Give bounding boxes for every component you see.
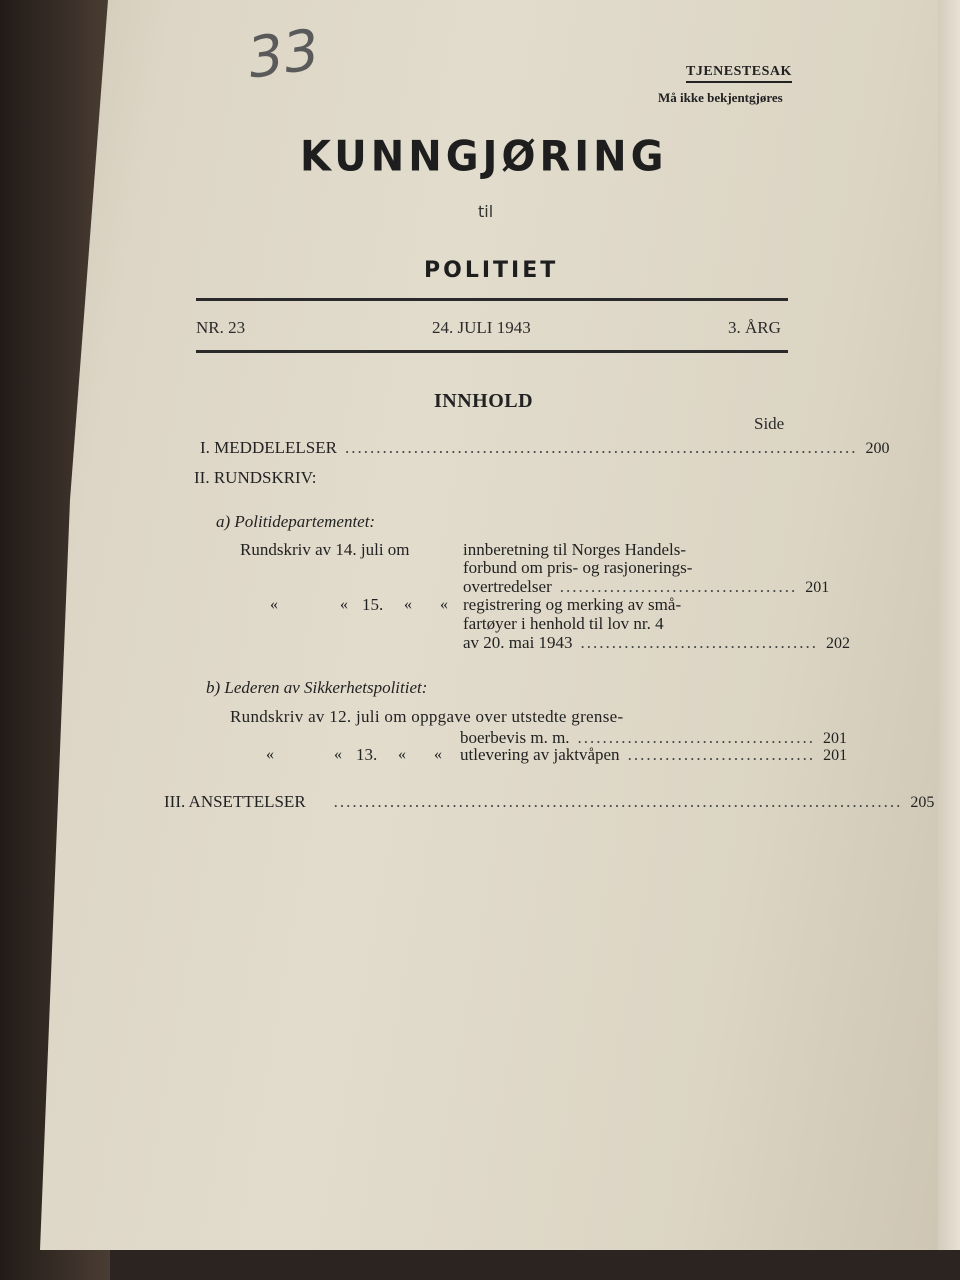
document-title: KUNNGJØRING — [300, 132, 668, 182]
leader-dots: .............................. — [627, 745, 816, 764]
issue-date: 24. JULI 1943 — [432, 318, 531, 337]
toc-row-ansettelser — [164, 792, 935, 812]
toc-page: 201 — [823, 730, 848, 747]
leader-dots: ...................................... — [559, 577, 798, 596]
contents-heading: INNHOLD — [434, 390, 534, 412]
circular-1-final-row — [463, 577, 830, 597]
ditto-mark: « — [440, 596, 448, 613]
toc-label: I. MEDDELELSER — [200, 438, 337, 457]
circular-2-text-1: registrering og merking av små- — [463, 595, 682, 614]
title-connector: til — [478, 202, 494, 221]
circular-3-text-2: boerbevis m. m. — [460, 728, 570, 747]
toc-page: 202 — [826, 635, 851, 652]
document-subtitle: POLITIET — [424, 258, 559, 283]
toc-page: 205 — [910, 794, 935, 811]
header-rule-bottom — [196, 350, 788, 353]
ditto-mark: « — [340, 596, 348, 613]
page-edge — [938, 0, 960, 1250]
page-column-label: Side — [754, 414, 785, 433]
ditto-mark: « — [434, 746, 442, 763]
handwritten-number: 33 — [243, 17, 324, 92]
stamp-line-1: TJENESTESAK — [686, 64, 792, 83]
toc-label: III. ANSETTELSER — [164, 792, 306, 811]
circular-1-text-1: innberetning til Norges Handels- — [463, 540, 687, 559]
circular-4-day: 13. — [356, 745, 378, 764]
leader-dots: ...................................... — [577, 728, 816, 747]
toc-page: 201 — [805, 579, 830, 596]
toc-page: 201 — [823, 747, 848, 764]
subheading-sikkerhetspolitiet: b) Lederen av Sikkerhetspolitiet: — [206, 678, 428, 697]
leader-dots: .................................................................................. — [344, 438, 858, 457]
toc-heading-rundskriv: II. RUNDSKRIV: — [194, 468, 317, 487]
leader-dots: ...................................... — [580, 633, 819, 652]
header-rule-top — [196, 298, 788, 301]
circular-1-text-3: overtredelser — [463, 577, 552, 596]
circular-3-text-1: Rundskriv av 12. juli om oppgave over utstedte grense- — [230, 707, 624, 726]
leader-dots: ........................................................................................... — [333, 792, 903, 811]
circular-2-day: 15. — [362, 595, 384, 614]
circular-4-text: utlevering av jaktvåpen — [460, 745, 620, 764]
circular-1-text-2: forbund om pris- og rasjonerings- — [463, 558, 693, 577]
circular-4-row — [460, 745, 848, 765]
ditto-mark: « — [398, 746, 406, 763]
ditto-mark: « — [266, 746, 274, 763]
ditto-mark: « — [270, 596, 278, 613]
issue-number: NR. 23 — [196, 318, 246, 337]
toc-row-meddelelser — [200, 438, 890, 458]
toc-page: 200 — [865, 440, 890, 457]
circular-2-text-2: fartøyer i henhold til lov nr. 4 — [463, 614, 664, 633]
ditto-mark: « — [334, 746, 342, 763]
subheading-politidepartementet: a) Politidepartementet: — [216, 512, 376, 531]
ditto-mark: « — [404, 596, 412, 613]
stamp-line-2: Må ikke bekjentgjøres — [658, 90, 783, 105]
circular-2-text-3: av 20. mai 1943 — [463, 633, 573, 652]
circular-1-prefix: Rundskriv av 14. juli om — [240, 540, 410, 559]
circular-2-final-row — [463, 633, 851, 653]
issue-year: 3. ÅRG — [728, 318, 781, 337]
